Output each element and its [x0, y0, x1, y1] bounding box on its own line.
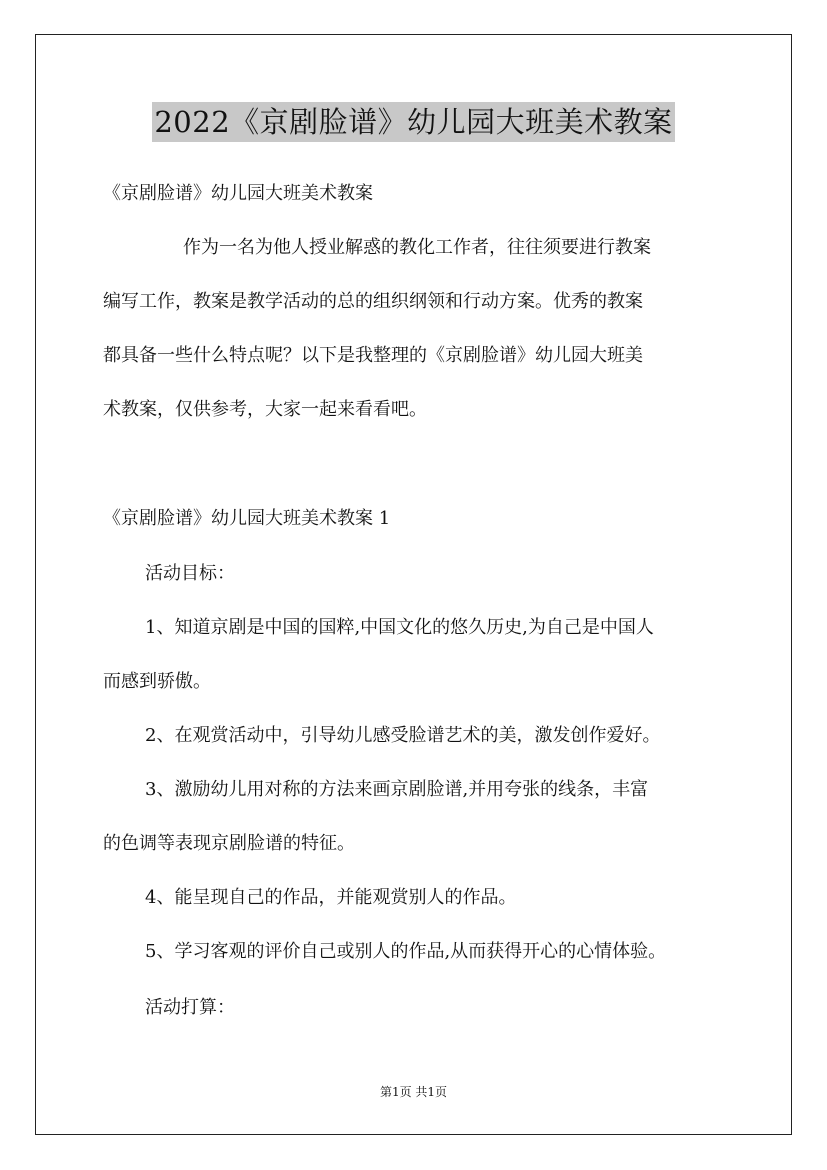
objectives-heading: 活动目标：: [145, 563, 235, 584]
objective-2: 2、在观赏活动中，引导幼儿感受脸谱艺术的美，激发创作爱好。: [145, 725, 661, 746]
subtitle-line: 《京剧脸谱》幼儿园大班美术教案: [103, 183, 373, 204]
document-title: 2022《京剧脸谱》幼儿园大班美术教案: [152, 102, 674, 142]
objective-5: 5、学习客观的评价自己或别人的作品,从而获得开心的心情体验。: [145, 941, 667, 962]
intro-line-1: 作为一名为他人授业解惑的教化工作者，往往须要进行教案: [183, 237, 651, 258]
title-container: [0, 102, 827, 142]
objective-3-line-2: 的色调等表现京剧脸谱的特征。: [103, 833, 355, 854]
section-heading: 《京剧脸谱》幼儿园大班美术教案 1: [103, 508, 391, 529]
intro-line-2: 编写工作，教案是教学活动的总的组织纲领和行动方案。优秀的教案: [103, 291, 643, 312]
objective-1-line-1: 1、知道京剧是中国的国粹,中国文化的悠久历史,为自己是中国人: [145, 617, 654, 638]
objective-4: 4、能呈现自己的作品，并能观赏别人的作品。: [145, 887, 517, 908]
preparation-heading: 活动打算：: [145, 997, 235, 1018]
objective-3-line-1: 3、激励幼儿用对称的方法来画京剧脸谱,并用夸张的线条，丰富: [145, 779, 649, 800]
intro-line-4: 术教案，仅供参考，大家一起来看看吧。: [103, 399, 427, 420]
page-footer: 第1页 共1页: [379, 1085, 448, 1099]
objective-1-line-2: 而感到骄傲。: [103, 671, 211, 692]
intro-line-3: 都具备一些什么特点呢？以下是我整理的《京剧脸谱》幼儿园大班美: [103, 345, 643, 366]
